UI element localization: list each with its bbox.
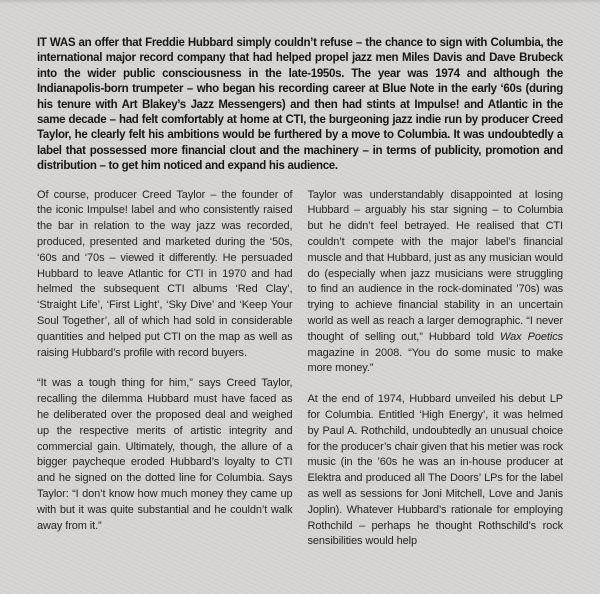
left-column-paragraph-1: Of course, producer Creed Taylor – the founder of the iconic Impulse! label and who consistently raised the bar in relation to the way jazz was recorded, produced, presented and marketed during the ‘50s, ‘60s and ‘70s – viewed it differently. He persuaded Hubbard to leave Atlantic for CTI in 1970 and had helmed the subsequent CTI albums ‘Red Clay’, ‘Straight Life’, ‘First Light’, ‘Sky Dive’ and ‘Keep Your Soul Together’, all of which had sold in considerable quantities and helped put CTI on the map as well as raising Hubbard’s profile with record buyers. bbox=[37, 188, 293, 359]
right-column-paragraph-2: At the end of 1974, Hubbard unveiled his debut LP for Columbia. Entitled ‘High Energy’, it was helmed by Paul A. Rothchild, undoubtedly an unusual choice for the producer’s chair given that his metier was rock music (in the ’60s he was an in-house producer at Elektra and produced all The Doors’ LPs for the label as well as sessions for Joni Mitchell, Love and Janis Joplin). Whatever Hubbard’s rationale for employing Rothchild – perhaps he thought Rothschild’s rock sensibilities would help bbox=[307, 393, 563, 548]
right-column bbox=[308, 188, 564, 551]
right-column-paragraph-1 bbox=[308, 188, 564, 378]
intro-paragraph: IT WAS an offer that Freddie Hubbard simply couldn’t refuse – the chance to sign with Columbia, the international major record company that had helped propel jazz men Miles Davis and Dave Brubeck into the wider public consciousness in the late-1950s. The year was 1974 and although the Indianapolis-born trumpeter – who began his recording career at Blue Note in the early ‘60s (during his tenure with Art Blakey’s Jazz Messengers) and then had stints at Impulse! and Atlantic in the same decade – had felt comfortably at home at CTI, the burgeoning jazz indie run by producer Creed Taylor, he clearly felt his ambitions would be furthered by a move to Columbia. It was undoubtedly a label that possessed more financial clout and the machinery – in terms of publicity, promotion and distribution – to get him noticed and expand his audience. bbox=[37, 37, 563, 173]
left-column bbox=[37, 188, 293, 551]
left-column-paragraph-2: “It was a tough thing for him,” says Creed Taylor, recalling the dilemma Hubbard must have faced as he deliberated over the proposed deal and weighed up the respective merits of artistic integrity and commercial gain. Ultimately, though, the allure of a bigger paycheque eroded Hubbard’s loyalty to CTI and he signed on the dotted line for Columbia. Says Taylor: “I don’t know how much money they came up with but it was quite substantial and he couldn’t walk away from it.” bbox=[37, 377, 293, 532]
text-columns bbox=[37, 188, 563, 551]
paragraph-text: Taylor was understandably disappointed at losing Hubbard – arguably his star signing – to Columbia but he didn’t feel betrayed. He realised that CTI couldn’t compete with the major label’s financial muscle and that Hubbard, just as any musician would do (especially when jazz musicians were struggling to find an audience in the rock-dominated ’70s) was trying to achieve financial stability in an uncertain world as well as reach a larger demographic. “I never thought of selling out,” Hubbard told bbox=[307, 188, 563, 343]
magazine-title-italic: Wax Poetics bbox=[500, 330, 563, 343]
paragraph-text: magazine in 2008. “You do some music to make more money.” bbox=[307, 346, 563, 375]
